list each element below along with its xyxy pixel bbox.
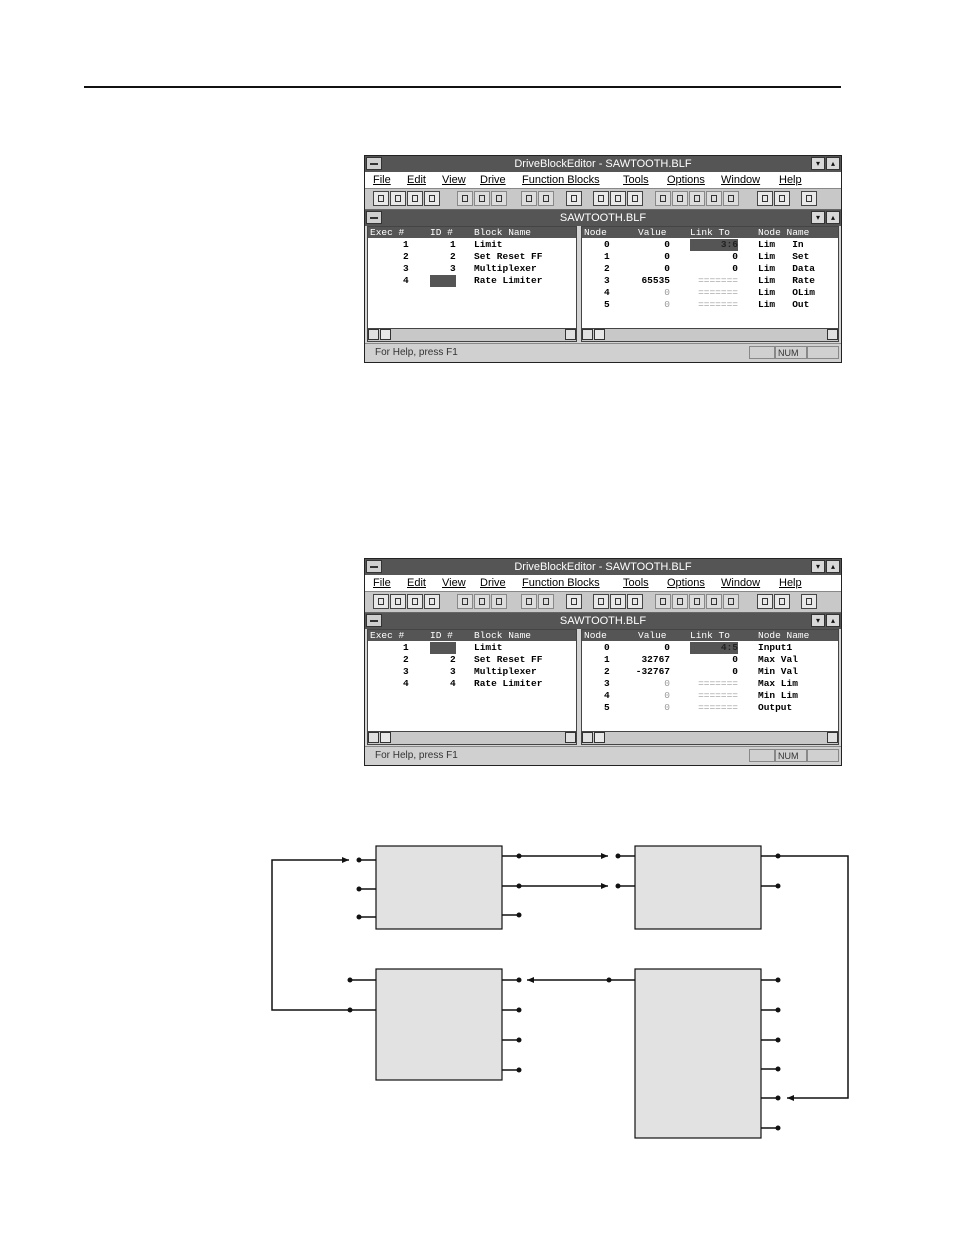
exec-cell: 4 (403, 678, 409, 689)
node-name-cell: Max Lim (758, 678, 798, 689)
minimize-button[interactable]: ▾ (811, 157, 825, 170)
menu-view[interactable]: View (442, 577, 466, 589)
node-cell: 1 (604, 251, 610, 262)
exec-cell: 1 (403, 239, 409, 250)
value-cell: 0 (664, 299, 670, 310)
link-cell: 0 (732, 654, 738, 665)
node-cell: 4 (604, 287, 610, 298)
link-cell: 0 (732, 263, 738, 274)
value-cell: 0 (664, 287, 670, 298)
id-cell: 2 (450, 654, 456, 665)
link-cell-selected[interactable]: 4:5 (690, 642, 738, 654)
node-cell: 5 (604, 702, 610, 713)
child-minimize-button[interactable]: ▾ (811, 211, 825, 224)
menu-tools[interactable]: Tools (623, 577, 649, 589)
link-cell-unlinked: ======= (698, 678, 738, 689)
child-maximize-button[interactable]: ▴ (826, 614, 840, 627)
exec-cell: 4 (403, 275, 409, 286)
node-cell: 1 (604, 654, 610, 665)
maximize-button[interactable]: ▴ (826, 560, 840, 573)
node-cell: 2 (604, 666, 610, 677)
window-title: DriveBlockEditor - SAWTOOTH.BLF (514, 561, 692, 573)
menu-help[interactable]: Help (779, 174, 802, 186)
block-name-cell: Set Reset FF (474, 654, 543, 665)
node-cell: 0 (604, 239, 610, 250)
link-cell-selected[interactable]: 3:6 (690, 239, 738, 251)
child-minimize-button[interactable]: ▾ (811, 614, 825, 627)
menu-tools[interactable]: Tools (623, 174, 649, 186)
node-name-cell: Lim Out (758, 299, 810, 310)
block-name-cell: Multiplexer (474, 666, 537, 677)
exec-cell: 3 (403, 666, 409, 677)
col-block-name[interactable]: Block Name (474, 227, 532, 238)
node-cell: 0 (604, 642, 610, 653)
id-cell-selected[interactable]: 1 (430, 642, 456, 654)
exec-cell: 2 (403, 251, 409, 262)
rate-limiter-block (376, 969, 502, 1080)
child-window-title: SAWTOOTH.BLF (559, 212, 647, 224)
link-cell-unlinked: ======= (698, 275, 738, 286)
col-id[interactable]: ID # (430, 630, 453, 641)
value-cell: 0 (664, 690, 670, 701)
link-cell-unlinked: ======= (698, 702, 738, 713)
menu-drive[interactable]: Drive (480, 577, 506, 589)
col-node[interactable]: Node (584, 630, 607, 641)
col-node-name[interactable]: Node Name (758, 227, 810, 238)
status-num-indicator: NUM (775, 346, 807, 359)
menu-edit[interactable]: Edit (407, 577, 426, 589)
id-cell: 4 (450, 678, 456, 689)
node-name-cell: Lim Data (758, 263, 816, 274)
status-help-text: For Help, press F1 (375, 347, 458, 358)
link-cell-unlinked: ======= (698, 299, 738, 310)
multiplexer-block (635, 969, 761, 1138)
value-cell: 0 (664, 263, 670, 274)
menu-options[interactable]: Options (667, 577, 705, 589)
connection-wire (778, 856, 848, 1098)
node-name-cell: Max Val (758, 654, 798, 665)
id-cell: 3 (450, 263, 456, 274)
status-num-indicator: NUM (775, 749, 807, 762)
node-name-cell: Lim OLim (758, 287, 816, 298)
node-cell: 3 (604, 678, 610, 689)
col-value[interactable]: Value (638, 227, 667, 238)
limit-block (376, 846, 502, 929)
value-cell: -32767 (635, 666, 670, 677)
col-node[interactable]: Node (584, 227, 607, 238)
node-name-cell: Lim In (758, 239, 804, 250)
id-cell: 1 (450, 239, 456, 250)
menu-view[interactable]: View (442, 174, 466, 186)
id-cell: 3 (450, 666, 456, 677)
block-name-cell: Set Reset FF (474, 251, 543, 262)
col-link-to[interactable]: Link To (690, 630, 730, 641)
node-name-cell: Min Lim (758, 690, 798, 701)
block-name-cell: Rate Limiter (474, 275, 543, 286)
col-node-name[interactable]: Node Name (758, 630, 810, 641)
value-cell: 0 (664, 678, 670, 689)
col-exec[interactable]: Exec # (370, 227, 405, 238)
col-link-to[interactable]: Link To (690, 227, 730, 238)
menu-file[interactable]: File (373, 577, 391, 589)
value-cell: 0 (664, 642, 670, 653)
value-cell: 0 (664, 239, 670, 250)
window-title: DriveBlockEditor - SAWTOOTH.BLF (514, 158, 692, 170)
menu-window[interactable]: Window (721, 577, 761, 589)
block-name-cell: Limit (474, 642, 503, 653)
block-name-cell: Limit (474, 239, 503, 250)
id-cell-selected[interactable]: 4 (430, 275, 456, 287)
value-cell: 65535 (641, 275, 670, 286)
link-cell: 0 (732, 666, 738, 677)
value-cell: 32767 (641, 654, 670, 665)
value-cell: 0 (664, 702, 670, 713)
status-help-text: For Help, press F1 (375, 750, 458, 761)
link-cell-unlinked: ======= (698, 287, 738, 298)
menu-drive[interactable]: Drive (480, 174, 506, 186)
col-block-name[interactable]: Block Name (474, 630, 532, 641)
menu-function-blocks[interactable]: Function Blocks (522, 174, 600, 186)
node-name-cell: Output (758, 702, 793, 713)
menu-help[interactable]: Help (779, 577, 802, 589)
menu-window[interactable]: Window (721, 174, 761, 186)
set-reset-ff-block (635, 846, 761, 929)
block-name-cell: Multiplexer (474, 263, 537, 274)
col-exec[interactable]: Exec # (370, 630, 405, 641)
child-maximize-button[interactable]: ▴ (826, 211, 840, 224)
child-window-title: SAWTOOTH.BLF (559, 615, 647, 627)
link-cell-unlinked: ======= (698, 690, 738, 701)
node-name-cell: Lim Set (758, 251, 810, 262)
exec-cell: 3 (403, 263, 409, 274)
node-name-cell: Min Val (758, 666, 798, 677)
menu-options[interactable]: Options (667, 174, 705, 186)
exec-cell: 1 (403, 642, 409, 653)
node-cell: 4 (604, 690, 610, 701)
id-cell: 2 (450, 251, 456, 262)
menu-edit[interactable]: Edit (407, 174, 426, 186)
value-cell: 0 (664, 251, 670, 262)
node-cell: 5 (604, 299, 610, 310)
menu-file[interactable]: File (373, 174, 391, 186)
node-name-cell: Lim Rate (758, 275, 816, 286)
connection-wire (272, 860, 350, 1010)
minimize-button[interactable]: ▾ (811, 560, 825, 573)
node-cell: 2 (604, 263, 610, 274)
col-value[interactable]: Value (638, 630, 667, 641)
exec-cell: 2 (403, 654, 409, 665)
menu-function-blocks[interactable]: Function Blocks (522, 577, 600, 589)
maximize-button[interactable]: ▴ (826, 157, 840, 170)
node-name-cell: Input1 (758, 642, 793, 653)
col-id[interactable]: ID # (430, 227, 453, 238)
node-cell: 3 (604, 275, 610, 286)
block-name-cell: Rate Limiter (474, 678, 543, 689)
link-cell: 0 (732, 251, 738, 262)
